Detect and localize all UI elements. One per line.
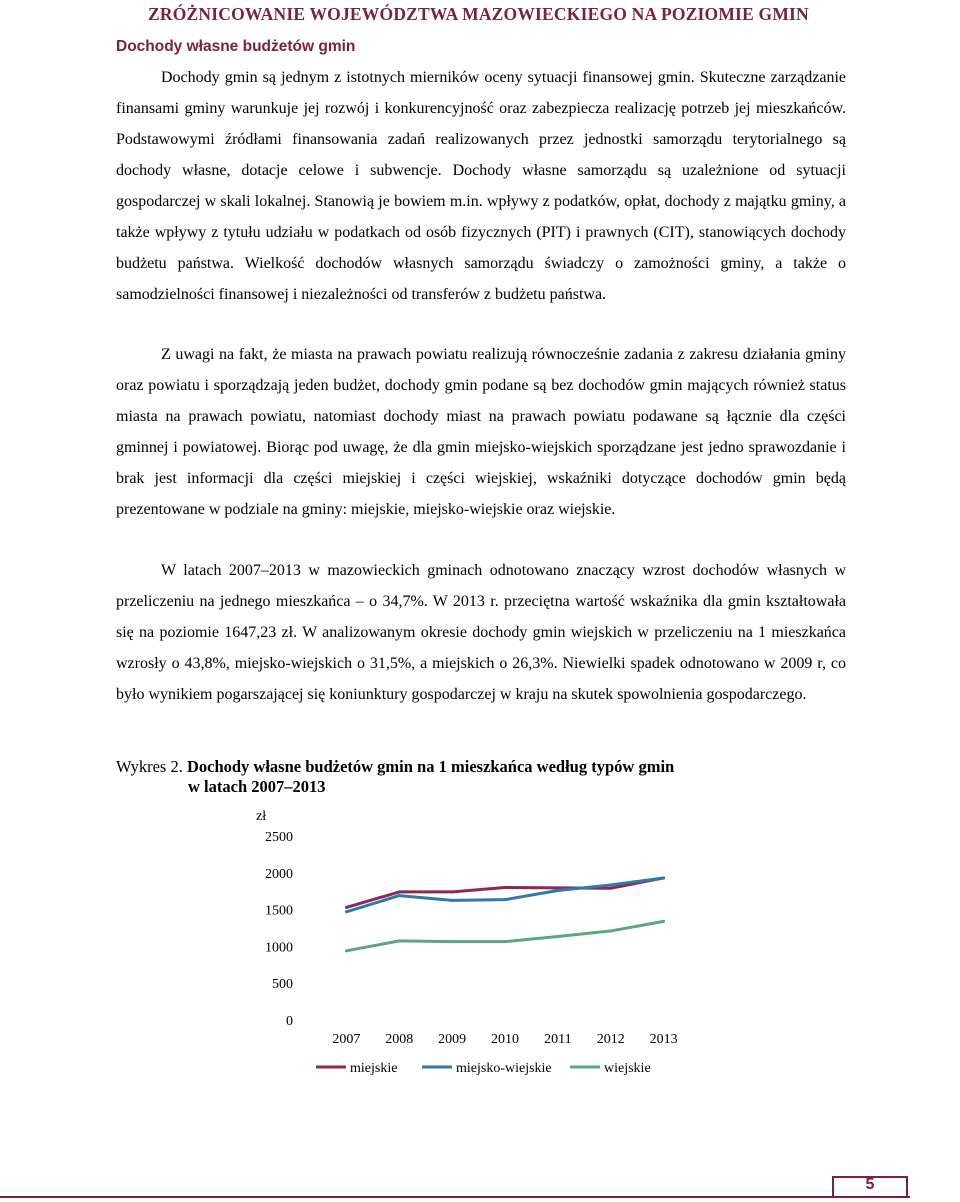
series-line-wiejskie (346, 921, 663, 950)
data-point (556, 889, 559, 892)
data-point (451, 890, 454, 893)
series-line-miejskie (346, 878, 663, 907)
series-lines (345, 876, 665, 952)
data-point (504, 940, 507, 943)
paragraph-1 (116, 62, 846, 310)
legend-label: wiejskie (604, 1061, 651, 1076)
x-tick-label: 2011 (544, 1032, 572, 1047)
caption-title-line1: Dochody własne budżetów gmin na 1 mieszkańca według typów gmin (186, 757, 675, 776)
legend-label: miejskie (350, 1061, 398, 1076)
paragraph-text: W latach 2007–2013 w mazowieckich gminach odnotowano znaczący wzrost dochodów własnych w przeliczeniu na jednego mieszkańca – o 34,7%. W 2013 r. przeciętna wartość wskaźnika dla gmin kształtowała się na poziomie 1647,23 zł. W analizowanym okresie dochody gmin wiejskich w przeliczeniu na 1 mieszkańca wzrosły o 43,8%, miejsko-wiejskich o 31,5%, a miejskich o 26,3%. Niewielki spadek odnotowano w 2009 r, co było wynikiem pogarszającej się koniunktury gospodarczej w kraju na skutek spowolnienia gospodarczego. (116, 562, 846, 703)
paragraph-text: Dochody gmin są jednym z istotnych mierników oceny sytuacji finansowej gmin. Skuteczne zarządzanie finansami gminy warunkuje jej rozwój i konkurencyjność oraz zabezpiecza realizację potrzeb jej mieszkańców. Podstawowymi źródłami finansowania zadań realizowanych przez jednostki samorządu terytorialnego są dochody własne, dotacje celowe i subwencje. Dochody własne samorządu są uzależnione od sytuacji gospodarczej w skali lokalnej. Stanowią je bowiem m.in. wpływy z podatków, opłat, dochody z majątku gminy, a także wpływy z tytułu udziału w podatkach od osób fizycznych (PIT) i prawnych (CIT), stanowiących dochody budżetu państwa. Wielkość dochodów własnych samorządu świadczy o zamożności gminy, a także o samodzielności finansowej i niezależności od transferów z budżetu państwa. (116, 69, 846, 303)
x-tick-label: 2008 (385, 1032, 414, 1047)
caption-prefix: Wykres 2. (116, 757, 183, 776)
chart-legend (316, 1061, 651, 1076)
paragraph-text: Z uwagi na fakt, że miasta na prawach powiatu realizują równocześnie zadania z zakresu działania gminy oraz powiatu i sporządzają jeden budżet, dochody gmin podane są bez dochodów gmin mających również status miasta na prawach powiatu, natomiast dochody miast na prawach powiatu podawane są łącznie dla części gminnej i powiatowej. Biorąc pod uwagę, że dla gmin miejsko-wiejskich sporządzane jest jedno sprawozdanie i brak jest informacji dla części miejskiej i części wiejskiej, wskaźniki dotyczące dochodów gmin będą prezentowane w podziale na gminy: miejskie, miejsko-wiejskie oraz wiejskie. (116, 346, 846, 518)
data-point (398, 890, 401, 893)
data-point (504, 886, 507, 889)
data-point (609, 887, 612, 890)
page-header-title: ZRÓŻNICOWANIE WOJEWÓDZTWA MAZOWIECKIEGO NA POZIOMIE GMIN (148, 4, 809, 24)
data-point (609, 929, 612, 932)
data-point (556, 935, 559, 938)
x-tick-label: 2013 (649, 1032, 678, 1047)
x-axis-ticks (332, 1032, 677, 1047)
y-tick-label: 2500 (265, 830, 293, 845)
y-tick-label: 1500 (265, 903, 293, 919)
data-point (398, 894, 401, 897)
data-point (345, 906, 348, 909)
y-tick-label: 500 (272, 977, 293, 993)
line-chart (250, 800, 710, 1100)
x-tick-label: 2009 (438, 1032, 467, 1047)
data-point (504, 898, 507, 901)
data-point (451, 899, 454, 902)
x-tick-label: 2012 (596, 1032, 625, 1047)
chart-caption (116, 757, 674, 797)
data-point (662, 920, 665, 923)
paragraph-2 (116, 339, 846, 525)
data-point (398, 939, 401, 942)
x-tick-label: 2007 (332, 1032, 361, 1047)
footer-rule (0, 1196, 910, 1198)
y-axis-label: zł (256, 809, 267, 824)
y-tick-label: 1000 (265, 940, 293, 956)
y-axis-ticks (265, 830, 293, 1029)
data-point (662, 876, 665, 879)
data-point (609, 883, 612, 886)
paragraph-3 (116, 555, 846, 710)
data-point (345, 910, 348, 913)
page-number: 5 (865, 1176, 875, 1193)
legend-label: miejsko-wiejskie (456, 1061, 552, 1076)
y-tick-label: 0 (286, 1014, 293, 1029)
section-heading: Dochody własne budżetów gmin (116, 38, 356, 55)
data-point (345, 949, 348, 952)
caption-title-line2: w latach 2007–2013 (188, 777, 326, 796)
y-tick-label: 2000 (265, 866, 293, 882)
x-tick-label: 2010 (491, 1032, 519, 1047)
data-point (451, 940, 454, 943)
